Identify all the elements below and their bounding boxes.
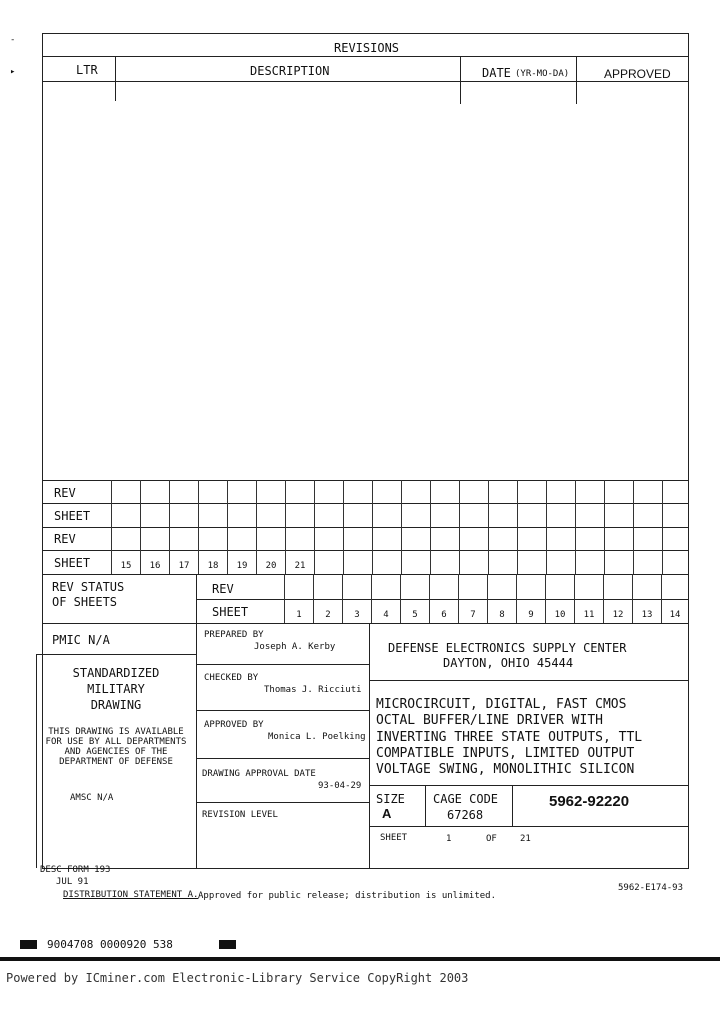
- checked-name: Thomas J. Ricciuti: [264, 685, 362, 695]
- revision-level-label: REVISION LEVEL: [202, 810, 278, 820]
- sheet-num: 4: [383, 610, 389, 620]
- title-line: MICROCIRCUIT, DIGITAL, FAST CMOS: [376, 697, 627, 712]
- revisions-title: REVISIONS: [334, 41, 400, 55]
- drawing-date-label: DRAWING APPROVAL DATE: [202, 769, 316, 779]
- rev-label-2: REV: [54, 532, 76, 546]
- checked-label: CHECKED BY: [204, 673, 259, 683]
- availability-1: THIS DRAWING IS AVAILABLE: [48, 727, 184, 737]
- distribution-label: DISTRIBUTION STATEMENT A.: [63, 890, 199, 900]
- sheet-label: SHEET: [380, 833, 408, 843]
- sheet-num: 1: [296, 610, 302, 620]
- sheet-of: OF: [486, 834, 497, 844]
- form-date: JUL 91: [56, 877, 89, 887]
- sheet-num: 9: [528, 610, 534, 620]
- col-date: DATE: [482, 66, 511, 80]
- availability-3: AND AGENCIES OF THE: [64, 747, 168, 757]
- sheet-num: 21: [294, 561, 306, 571]
- approved-name: Monica L. Poelking: [268, 732, 366, 742]
- sheet-label-3: SHEET: [212, 605, 249, 619]
- sheet-label-1: SHEET: [54, 509, 91, 523]
- sheet-num: 15: [120, 561, 132, 571]
- lower-grid: [284, 574, 688, 623]
- sheet-num: 10: [554, 610, 566, 620]
- sheet-total: 21: [520, 834, 531, 844]
- title-line: COMPATIBLE INPUTS, LIMITED OUTPUT: [376, 745, 635, 761]
- standard-line1: STANDARDIZED: [72, 666, 160, 680]
- sheet-num: 19: [236, 561, 248, 571]
- margin-mark: ▸: [10, 67, 16, 77]
- prepared-name: Joseph A. Kerby: [254, 642, 336, 652]
- sheet-num: 16: [149, 561, 161, 571]
- barcode-mark-right: [219, 940, 236, 949]
- amsc-label: AMSC N/A: [70, 793, 114, 803]
- title-line: OCTAL BUFFER/LINE DRIVER WITH: [376, 713, 603, 729]
- cage-value: 67268: [447, 808, 484, 822]
- sheet-num: 7: [470, 610, 476, 620]
- rev-label-3: REV: [212, 582, 234, 596]
- sheet-num: 20: [265, 561, 277, 571]
- sheet-num: 18: [207, 561, 219, 571]
- col-description: DESCRIPTION: [250, 64, 330, 78]
- drawing-number: 5962-92220: [549, 793, 630, 810]
- margin-mark: -: [10, 35, 16, 45]
- approved-label: APPROVED BY: [204, 720, 264, 730]
- size-value: A: [382, 806, 392, 821]
- agency-line2: DAYTON, OHIO 45444: [443, 656, 574, 670]
- document-code: 5962-E174-93: [618, 883, 684, 893]
- sheet-value: 1: [446, 834, 452, 844]
- sheet-num: 14: [669, 610, 681, 620]
- col-ltr: LTR: [76, 63, 98, 77]
- barcode-mark-left: [20, 940, 37, 949]
- agency-line1: DEFENSE ELECTRONICS SUPPLY CENTER: [388, 641, 627, 655]
- rev-status-label: REV STATUS: [52, 580, 125, 594]
- title-line: VOLTAGE SWING, MONOLITHIC SILICON: [376, 762, 635, 778]
- sheet-num: 3: [354, 610, 360, 620]
- distribution-text: Approved for public release; distribution is unlimited.: [198, 891, 497, 901]
- sheet-num: 11: [583, 610, 595, 620]
- prepared-label: PREPARED BY: [204, 630, 264, 640]
- powered-by: Powered by ICminer.com Electronic-Library Service CopyRight 2003: [6, 971, 469, 985]
- sheet-num: 5: [412, 610, 418, 620]
- size-label: SIZE: [376, 792, 405, 806]
- sheet-num: 8: [499, 610, 505, 620]
- pmic-label: PMIC N/A: [52, 633, 110, 647]
- rev-label-1: REV: [54, 486, 76, 500]
- sheet-num: 17: [178, 561, 190, 571]
- drawing-date: 93-04-29: [318, 781, 362, 791]
- availability-2: FOR USE BY ALL DEPARTMENTS: [45, 737, 187, 747]
- col-date-format: (YR-MO-DA): [515, 69, 570, 79]
- footer-rule: [0, 957, 720, 961]
- barcode-text: 9004708 0000920 538: [47, 938, 173, 951]
- standard-line3: DRAWING: [90, 698, 142, 712]
- standard-line2: MILITARY: [87, 682, 145, 696]
- form-number: DESC FORM 193: [40, 865, 111, 875]
- sheet-num: 2: [325, 610, 331, 620]
- sheet-num: 13: [641, 610, 653, 620]
- col-approved: APPROVED: [604, 67, 671, 81]
- sheet-label-2: SHEET: [54, 556, 91, 570]
- availability-4: DEPARTMENT OF DEFENSE: [59, 757, 173, 767]
- title-line: INVERTING THREE STATE OUTPUTS, TTL: [376, 729, 643, 745]
- title-block: [376, 697, 642, 778]
- standard-block: [36, 660, 196, 767]
- cage-label: CAGE CODE: [433, 792, 499, 806]
- sheet-num: 12: [612, 610, 624, 620]
- upper-grid: [111, 480, 688, 574]
- sheet-num: 6: [441, 610, 447, 620]
- of-sheets-label: OF SHEETS: [52, 595, 118, 609]
